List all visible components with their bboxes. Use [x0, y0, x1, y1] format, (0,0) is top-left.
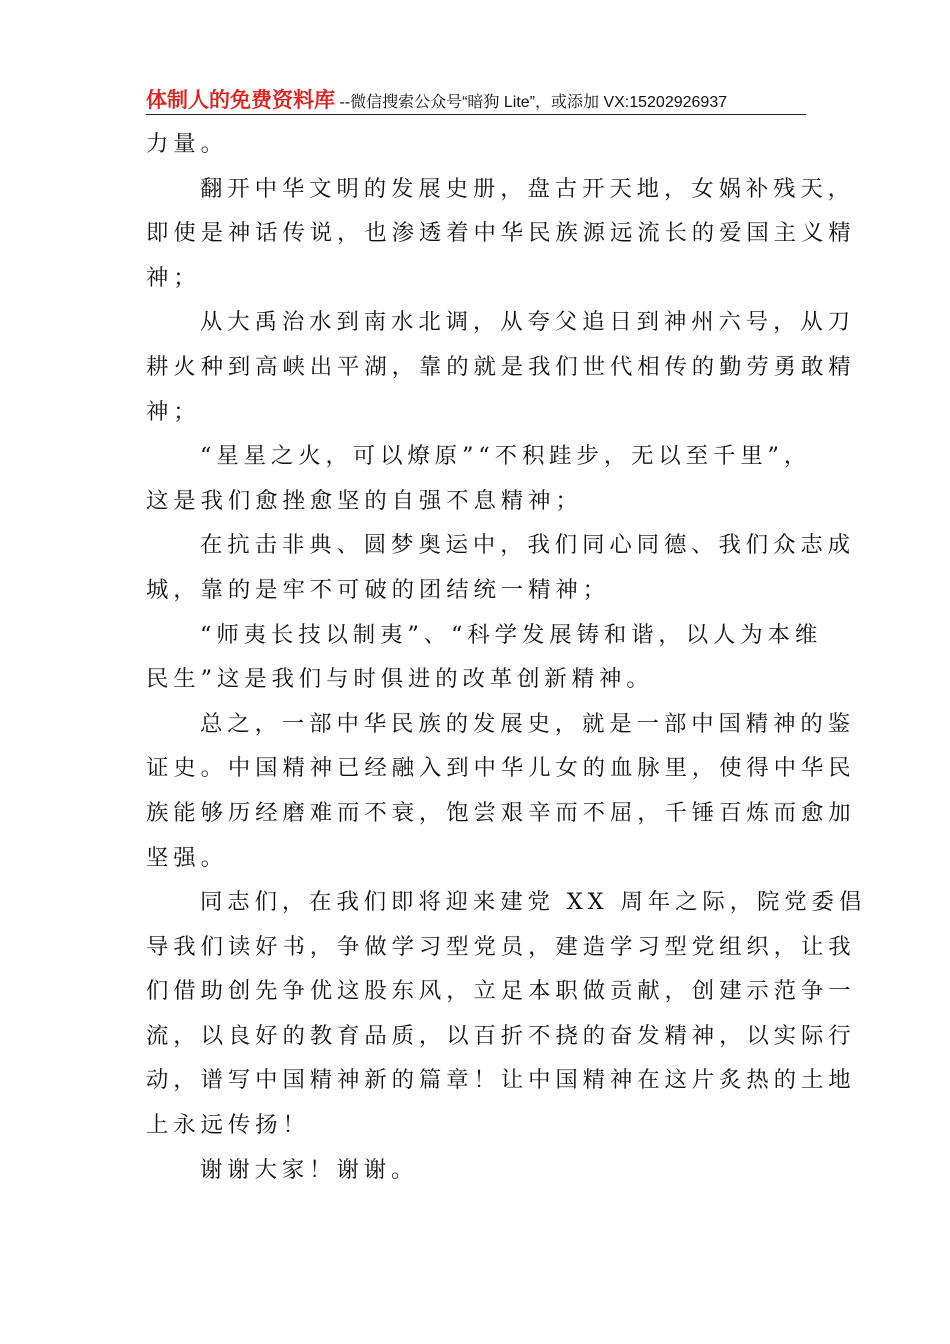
text-line: 耕火种到高峡出平湖，靠的就是我们世代相传的勤劳勇敢精 — [146, 353, 856, 380]
text-line: 总之，一部中华民族的发展史，就是一部中国精神的鉴 — [200, 710, 855, 737]
text-line: 们借助创先争优这股东风，立足本职做贡献，创建示范争一 — [146, 978, 856, 1005]
page-header — [146, 84, 806, 115]
text-line: 翻开中华文明的发展史册，盘古开天地，女娲补残天， — [200, 175, 855, 202]
text-line: 力量。 — [146, 131, 228, 157]
header-contact-text: --微信搜索公众号“暗狗 Lite”，或添加 VX:15202926937 — [335, 94, 728, 111]
text-line: 动，谱写中国精神新的篇章！让中国精神在这片炙热的土地 — [146, 1067, 856, 1094]
text-line: 同志们，在我们即将迎来建党 XX 周年之际，院党委倡 — [200, 889, 867, 916]
text-line: 神； — [146, 398, 201, 425]
text-line: 民生”这是我们与时俱进的改革创新精神。 — [146, 666, 654, 693]
text-line: 谢谢大家！谢谢。 — [200, 1156, 419, 1183]
text-line: 在抗击非典、圆梦奥运中，我们同心同德、我们众志成 — [200, 532, 855, 559]
text-line: 即使是神话传说，也渗透着中华民族源远流长的爱国主义精 — [146, 220, 856, 247]
text-line: 导我们读好书，争做学习型党员，建造学习型党组织，让我 — [146, 933, 856, 960]
text-line: 从大禹治水到南水北调，从夸父追日到神州六号，从刀 — [200, 309, 855, 336]
text-line: 城，靠的是牢不可破的团结统一精神； — [146, 576, 610, 603]
header-brand-text: 体制人的免费资料库 — [146, 88, 335, 112]
text-line: 流，以良好的教育品质，以百折不挠的奋发精神，以实际行 — [146, 1022, 856, 1049]
text-line: 族能够历经磨难而不衰，饱尝艰辛而不屈，千锤百炼而愈加 — [146, 799, 856, 826]
text-line: 这是我们愈挫愈坚的自强不息精神； — [146, 487, 583, 514]
text-line: 坚强。 — [146, 844, 228, 871]
text-line: “师夷长技以制夷”、“科学发展铸和谐，以人为本维 — [200, 621, 823, 648]
document-body — [146, 122, 867, 1192]
text-line: 上永远传扬！ — [146, 1112, 310, 1139]
text-line: 神； — [146, 264, 201, 291]
text-line: 证史。中国精神已经融入到中华儿女的血脉里，使得中华民 — [146, 755, 856, 782]
text-line: “星星之火，可以燎原”“不积跬步，无以至千里”， — [200, 443, 812, 470]
